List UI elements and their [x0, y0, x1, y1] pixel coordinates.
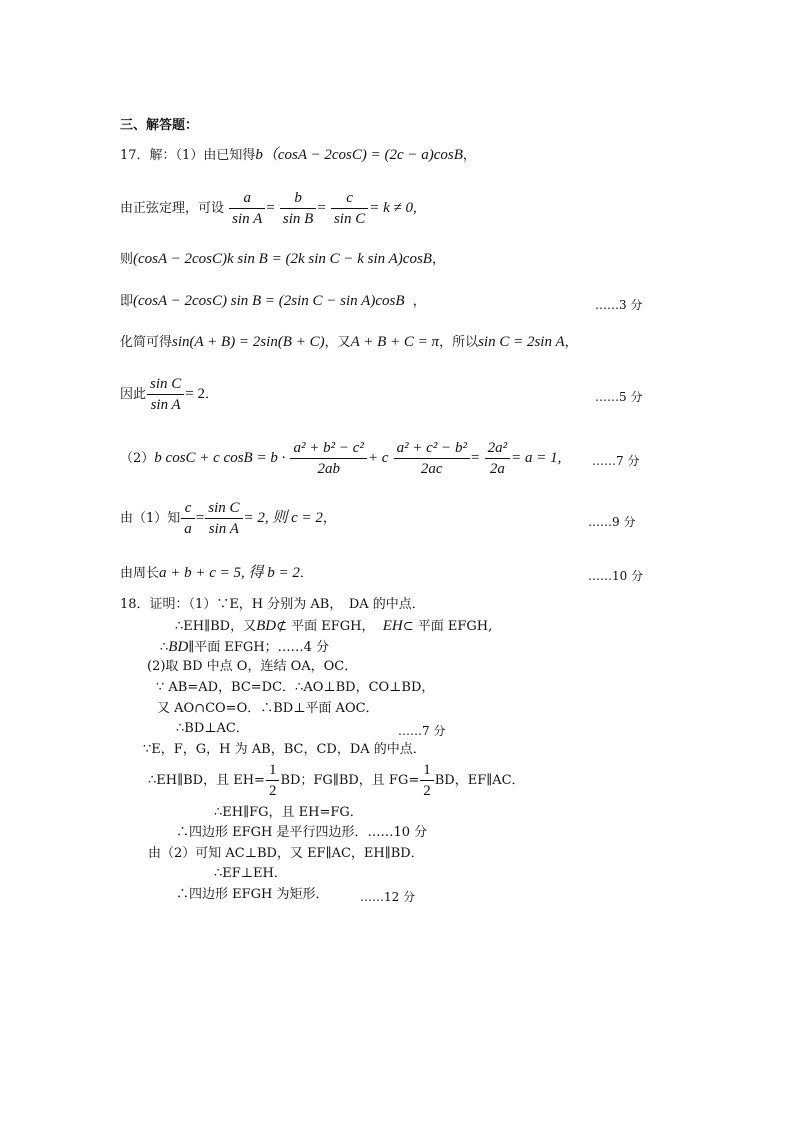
numerator: a² + c² − b²	[394, 440, 470, 459]
label: ∴	[160, 640, 169, 655]
label: 则	[120, 252, 134, 267]
math: a + b + c = 5, 得 b = 2	[159, 565, 300, 581]
label: ，所以	[439, 335, 479, 350]
q17-line-8	[120, 500, 336, 537]
numerator: c	[331, 190, 368, 209]
math: = 2, 则 c = 2	[243, 510, 323, 526]
equals: =	[317, 200, 326, 216]
score-q18-7: ……7 分	[398, 724, 446, 738]
q18-line-14: ∴四边形 EFGH 为矩形．	[176, 887, 329, 902]
denominator: sin A	[150, 397, 181, 413]
score-12: ……12 分	[360, 890, 416, 904]
punct: ，	[431, 252, 445, 267]
label: ，又	[324, 335, 351, 350]
fraction	[205, 500, 242, 537]
denominator: 2ac	[420, 461, 443, 477]
q17-line-6	[120, 376, 218, 413]
fraction	[280, 190, 316, 227]
fraction-one-half	[420, 762, 434, 799]
denominator: 2ab	[317, 461, 340, 477]
math: + c	[367, 450, 389, 466]
score-7: ……7 分	[592, 454, 640, 468]
math: BD	[168, 639, 189, 655]
label: ⊄ 平面 EFGH，	[276, 619, 375, 634]
punct: ，	[322, 511, 336, 526]
q17-line-7	[120, 438, 561, 479]
label: BD；FG∥BD，且 FG=	[280, 773, 420, 788]
denominator: sin A	[208, 521, 239, 537]
label: ∴EH∥BD，且 EH=	[148, 773, 265, 788]
label: （2）	[120, 451, 155, 466]
q18-line-1: 18．证明：（1）∵E，H 分别为 AB， DA 的中点．	[120, 597, 425, 612]
q18-line-4: (2)取 BD 中点 O，连结 OA，OC．	[147, 659, 358, 674]
denominator: a	[184, 521, 192, 537]
q17-line-3	[120, 251, 445, 268]
q17-substituted-equation: (cosA − 2cosC)k sin B = (2k sin C − k sin A)cosB	[133, 251, 432, 267]
fraction	[229, 190, 265, 227]
q17-sine-law-text: 由正弦定理，可设	[120, 201, 225, 216]
q17-intro: 17．解：（1）由已知得	[120, 148, 256, 163]
math: A + B + C = π	[350, 334, 440, 350]
label: ∴EH∥BD，又	[175, 619, 257, 634]
label: ⊂ 平面 EFGH,	[402, 619, 493, 634]
numerator: 2a²	[485, 440, 511, 459]
label: 由（1）知	[120, 511, 181, 526]
math: sin C = 2sin A	[478, 334, 565, 350]
fraction	[394, 440, 470, 477]
equals: =	[266, 200, 275, 216]
numerator: sin C	[147, 376, 184, 395]
punct: ，	[412, 294, 426, 309]
q18-line-5: ∵ AB=AD，BC=DC．∴AO⊥BD，CO⊥BD，	[156, 680, 435, 695]
q18-line-10: ∴EH∥FG，且 EH=FG．	[214, 805, 363, 820]
score-10: ……10 分	[588, 569, 644, 583]
numerator: a² + b² − c²	[290, 440, 366, 459]
score-3: ……3 分	[595, 298, 643, 312]
numerator: c	[181, 500, 195, 519]
punct: ．	[299, 566, 313, 581]
numerator: 1	[266, 762, 280, 781]
denominator: sin C	[333, 211, 366, 227]
q17-k-nonzero: = k ≠ 0,	[369, 200, 417, 216]
q18-line-9	[148, 762, 525, 799]
label: 化简可得	[120, 335, 173, 350]
math: EH	[382, 618, 403, 634]
denominator: 2	[423, 783, 431, 799]
equals: =	[195, 510, 205, 526]
q17-line-4	[120, 293, 426, 310]
punct: ．	[205, 387, 219, 402]
label: 因此	[120, 387, 147, 402]
q17-given-equation: b（cosA − 2cosC) = (2c − a)cosB	[255, 147, 463, 163]
label: BD，EF∥AC．	[434, 773, 525, 788]
q18-line-3	[160, 639, 329, 656]
math: sin(A + B) = 2sin(B + C)	[172, 334, 325, 350]
math: BD	[256, 618, 277, 634]
score-5: ……5 分	[595, 390, 643, 404]
fraction	[147, 376, 184, 413]
math: = a = 1,	[511, 450, 562, 466]
score-9: ……9 分	[588, 515, 636, 529]
q18-line-11: ∴四边形 EFGH 是平行四边形．……10 分	[176, 825, 428, 840]
label: 即	[120, 294, 134, 309]
label: 由周长	[120, 566, 160, 581]
fraction-one-half	[266, 762, 280, 799]
math: = 2	[185, 386, 205, 402]
fraction	[485, 440, 511, 477]
q18-line-13: ∴EF⊥EH．	[214, 866, 287, 881]
q17-line-2	[120, 190, 417, 227]
q18-line-6: 又 AO∩CO=O．∴BD⊥平面 AOC．	[157, 701, 379, 716]
q17-line-1	[120, 147, 476, 164]
denominator: sin B	[282, 211, 314, 227]
q17-simplified-equation: (cosA − 2cosC) sin B = (2sin C − sin A)cosB	[133, 293, 405, 309]
punct: ，	[564, 335, 578, 350]
punct: ，	[462, 148, 476, 163]
numerator: b	[280, 190, 316, 209]
numerator: 1	[420, 762, 434, 781]
numerator: sin C	[205, 500, 242, 519]
section-title: 三、解答题：	[120, 118, 199, 133]
q17-line-5	[120, 334, 578, 351]
q18-line-12: 由（2）可知 AC⊥BD，又 EF∥AC，EH∥BD．	[148, 846, 424, 861]
denominator: sin A	[232, 211, 263, 227]
q18-line-7: ∴BD⊥AC．	[176, 721, 249, 736]
fraction	[331, 190, 368, 227]
q18-line-8: ∵E，F，G，H 为 AB，BC，CD，DA 的中点．	[143, 742, 426, 757]
equals: =	[470, 450, 480, 466]
label: ∥平面 EFGH；……4 分	[188, 640, 330, 655]
q17-line-9	[120, 565, 313, 582]
denominator: 2	[268, 783, 277, 799]
fraction	[181, 500, 195, 537]
q18-line-2	[175, 618, 492, 635]
denominator: 2a	[489, 461, 505, 477]
numerator: a	[229, 190, 265, 209]
math: b cosC + c cosB = b ·	[154, 450, 286, 466]
fraction	[290, 440, 366, 477]
